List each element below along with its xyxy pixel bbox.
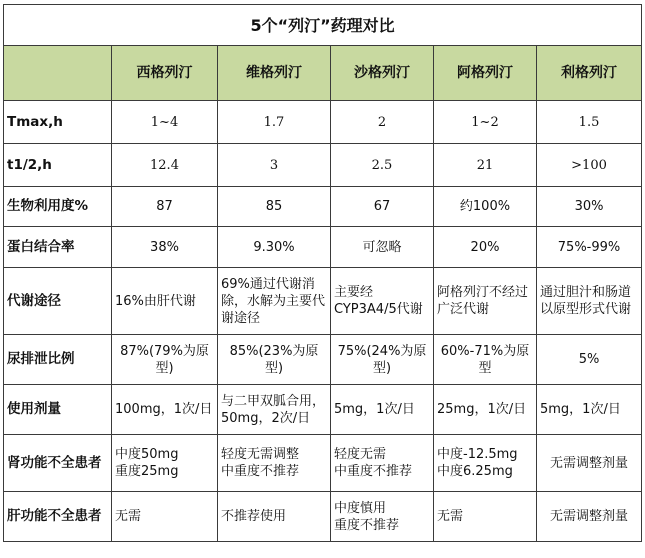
table-cell <box>331 435 434 492</box>
table-cell: 1.7 <box>218 101 331 144</box>
table-cell: 1~2 <box>434 101 537 144</box>
table-cell: 16%由肝代谢 <box>112 268 218 335</box>
table-cell: 通过胆汁和肠道以原型形式代谢 <box>537 268 642 335</box>
header-cell-vildagliptin: 维格列汀 <box>218 46 331 101</box>
row-label: 生物利用度% <box>4 187 112 227</box>
table-cell: 38% <box>112 227 218 268</box>
table-cell <box>218 435 331 492</box>
cell-line: 中度6.25mg <box>437 464 513 479</box>
table-row <box>4 101 642 144</box>
row-label: 尿排泄比例 <box>4 335 112 385</box>
header-cell-linagliptin: 利格列汀 <box>537 46 642 101</box>
header-cell-sitagliptin: 西格列汀 <box>112 46 218 101</box>
table-cell: 5mg，1次/日 <box>331 385 434 435</box>
cell-line: 中重度不推荐 <box>221 464 300 479</box>
table-title: 5个“列汀”药理对比 <box>4 5 642 46</box>
row-label: Tmax,h <box>4 101 112 144</box>
table-cell: 87%(79%为原型) <box>112 335 218 385</box>
header-cell-blank <box>4 46 112 101</box>
table-cell: 无需调整剂量 <box>537 435 642 492</box>
table-cell: 1.5 <box>537 101 642 144</box>
table-cell: 无需调整剂量 <box>537 492 642 542</box>
header-cell-saxagliptin: 沙格列汀 <box>331 46 434 101</box>
comparison-table-wrapper <box>3 4 641 542</box>
table-row <box>4 268 642 335</box>
cell-line: 重度25mg <box>115 464 179 479</box>
row-label: 肾功能不全患者 <box>4 435 112 492</box>
table-row <box>4 435 642 492</box>
table-cell: 1~4 <box>112 101 218 144</box>
table-cell: 主要经CYP3A4/5代谢 <box>331 268 434 335</box>
table-cell: 可忽略 <box>331 227 434 268</box>
table-cell: 30% <box>537 187 642 227</box>
table-cell: 5mg，1次/日 <box>537 385 642 435</box>
table-cell: 无需 <box>434 492 537 542</box>
table-cell: 2.5 <box>331 144 434 187</box>
cell-line: 中重度不推荐 <box>334 464 413 479</box>
table-row <box>4 227 642 268</box>
cell-line: 轻度无需 <box>334 447 387 462</box>
table-cell: 75%-99% <box>537 227 642 268</box>
table-cell: 9.30% <box>218 227 331 268</box>
table-cell: 与二甲双胍合用，50mg，2次/日 <box>218 385 331 435</box>
table-cell: 不推荐使用 <box>218 492 331 542</box>
table-row <box>4 385 642 435</box>
table-cell: 87 <box>112 187 218 227</box>
table-row <box>4 335 642 385</box>
table-cell <box>112 435 218 492</box>
table-cell: 5% <box>537 335 642 385</box>
row-label: 肝功能不全患者 <box>4 492 112 542</box>
cell-line: 中度50mg <box>115 447 179 462</box>
cell-line: 中度慎用 <box>334 500 387 516</box>
header-cell-alogliptin: 阿格列汀 <box>434 46 537 101</box>
comparison-table <box>3 4 642 542</box>
table-cell: 2 <box>331 101 434 144</box>
cell-line: 重度不推荐 <box>334 517 400 533</box>
title-row <box>4 5 642 46</box>
table-row <box>4 492 642 542</box>
table-cell: 3 <box>218 144 331 187</box>
table-cell: 20% <box>434 227 537 268</box>
row-label: 使用剂量 <box>4 385 112 435</box>
cell-line: 中度-12.5mg <box>437 447 518 462</box>
table-row <box>4 187 642 227</box>
table-cell <box>434 435 537 492</box>
table-cell: 85 <box>218 187 331 227</box>
table-cell: 无需 <box>112 492 218 542</box>
table-cell: 75%(24%为原型) <box>331 335 434 385</box>
table-cell: 25mg，1次/日 <box>434 385 537 435</box>
table-cell: >100 <box>537 144 642 187</box>
table-cell: 100mg，1次/日 <box>112 385 218 435</box>
row-label: t1/2,h <box>4 144 112 187</box>
table-cell: 阿格列汀不经过广泛代谢 <box>434 268 537 335</box>
table-cell: 60%-71%为原型 <box>434 335 537 385</box>
table-cell <box>331 492 434 542</box>
header-row <box>4 46 642 101</box>
table-cell: 69%通过代谢消除，水解为主要代谢途径 <box>218 268 331 335</box>
table-cell: 67 <box>331 187 434 227</box>
cell-line: 轻度无需调整 <box>221 447 300 462</box>
table-cell: 85%(23%为原型) <box>218 335 331 385</box>
table-cell: 约100% <box>434 187 537 227</box>
row-label: 蛋白结合率 <box>4 227 112 268</box>
row-label: 代谢途径 <box>4 268 112 335</box>
table-cell: 21 <box>434 144 537 187</box>
table-row <box>4 144 642 187</box>
table-cell: 12.4 <box>112 144 218 187</box>
